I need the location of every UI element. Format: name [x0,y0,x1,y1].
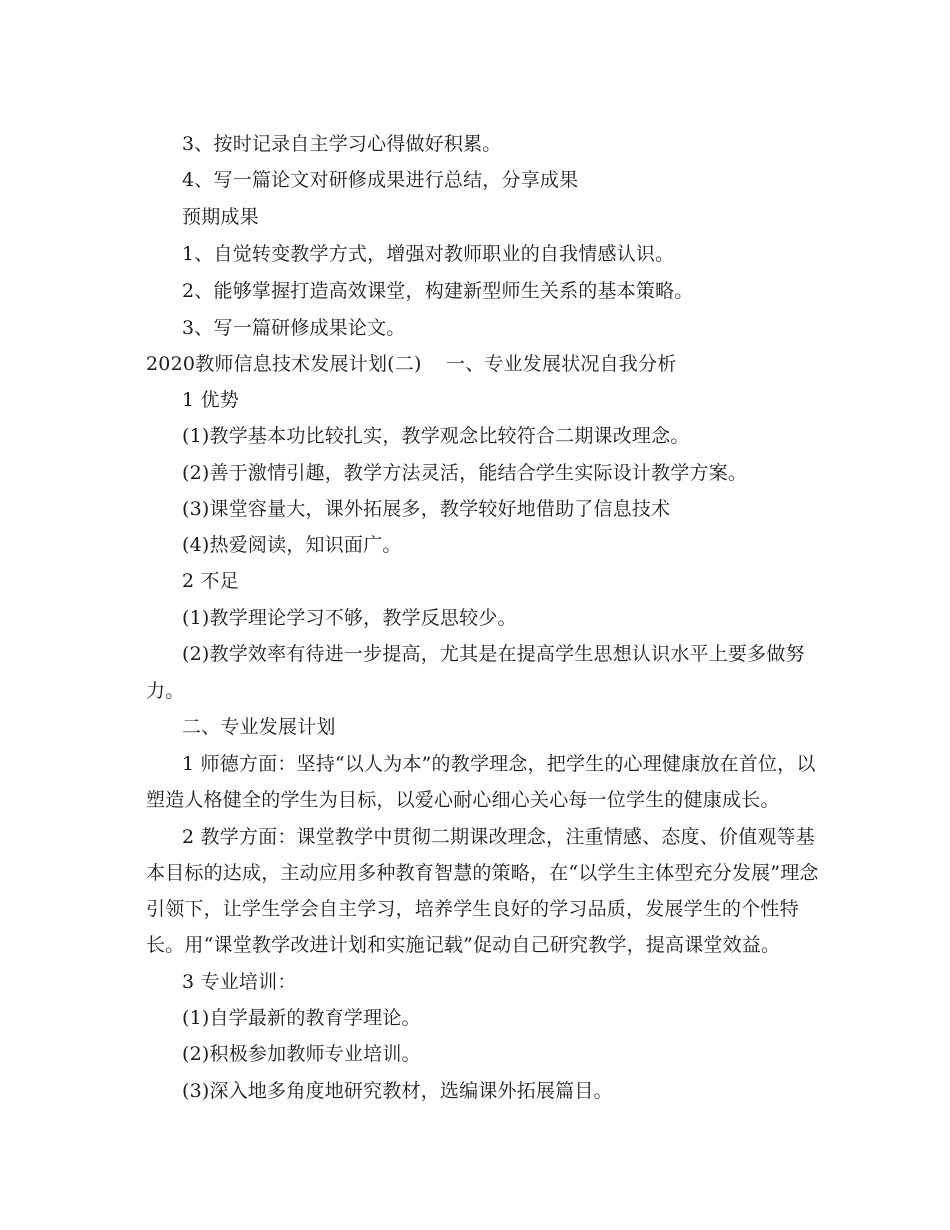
subheading: 2 不足 [182,570,239,592]
list-item: (3)课堂容量大，课外拓展多，教学较好地借助了信息技术 [182,498,671,520]
list-item: (2)积极参加教师专业培训。 [182,1043,421,1065]
list-item: (3)深入地多角度地研究教材，选编课外拓展篇目。 [182,1080,613,1102]
text-line: 3、按时记录自主学习心得做好积累。 [182,133,502,155]
section-label: 预期成果 [182,206,259,228]
section-heading: 一、专业发展状况自我分析 [446,353,677,375]
list-item: (1)自学最新的教育学理论。 [182,1007,421,1029]
text-line: 1、自觉转变教学方式，增强对教师职业的自我情感认识。 [182,243,675,265]
text-line: 4、写一篇论文对研修成果进行总结，分享成果 [182,169,579,191]
list-item: (1)教学理论学习不够，教学反思较少。 [182,607,517,629]
paragraph-line: 2 教学方面：课堂教学中贯彻二期课改理念，注重情感、态度、价值观等基 [182,826,815,848]
paragraph-line: 引领下，让学生学会自主学习，培养学生良好的学习品质，发展学生的个性特 [146,898,799,920]
paragraph-line: 1 师德方面：坚持“以人为本”的教学理念，把学生的心理健康放在首位，以 [182,753,816,775]
list-item: (4)热爱阅读，知识面广。 [182,534,402,556]
list-item: (1)教学基本功比较扎实，教学观念比较符合二期课改理念。 [182,425,690,447]
document-heading: 2020教师信息技术发展计划(二) [146,353,422,375]
section-heading: 二、专业发展计划 [182,716,336,738]
text-line: 2、能够掌握打造高效课堂，构建新型师生关系的基本策略。 [182,280,694,302]
subheading: 3 专业培训： [182,971,297,993]
list-item: (2)善于激情引趣，教学方法灵活，能结合学生实际设计教学方案。 [182,462,748,484]
text-line: 力。 [146,680,185,702]
paragraph-line: 长。用“课堂教学改进计划和实施记载”促动自己研究教学，提高课堂效益。 [146,934,781,956]
paragraph-line: 塑造人格健全的学生为目标，以爱心耐心细心关心每一位学生的健康成长。 [146,789,780,811]
subheading: 1 优势 [182,389,239,411]
paragraph-line: 本目标的达成，主动应用多种教育智慧的策略，在“以学生主体型充分发展”理念 [146,862,819,884]
text-line: 3、写一篇研修成果论文。 [182,317,406,339]
list-item: (2)教学效率有待进一步提高，尤其是在提高学生思想认识水平上要多做努 [182,643,805,665]
